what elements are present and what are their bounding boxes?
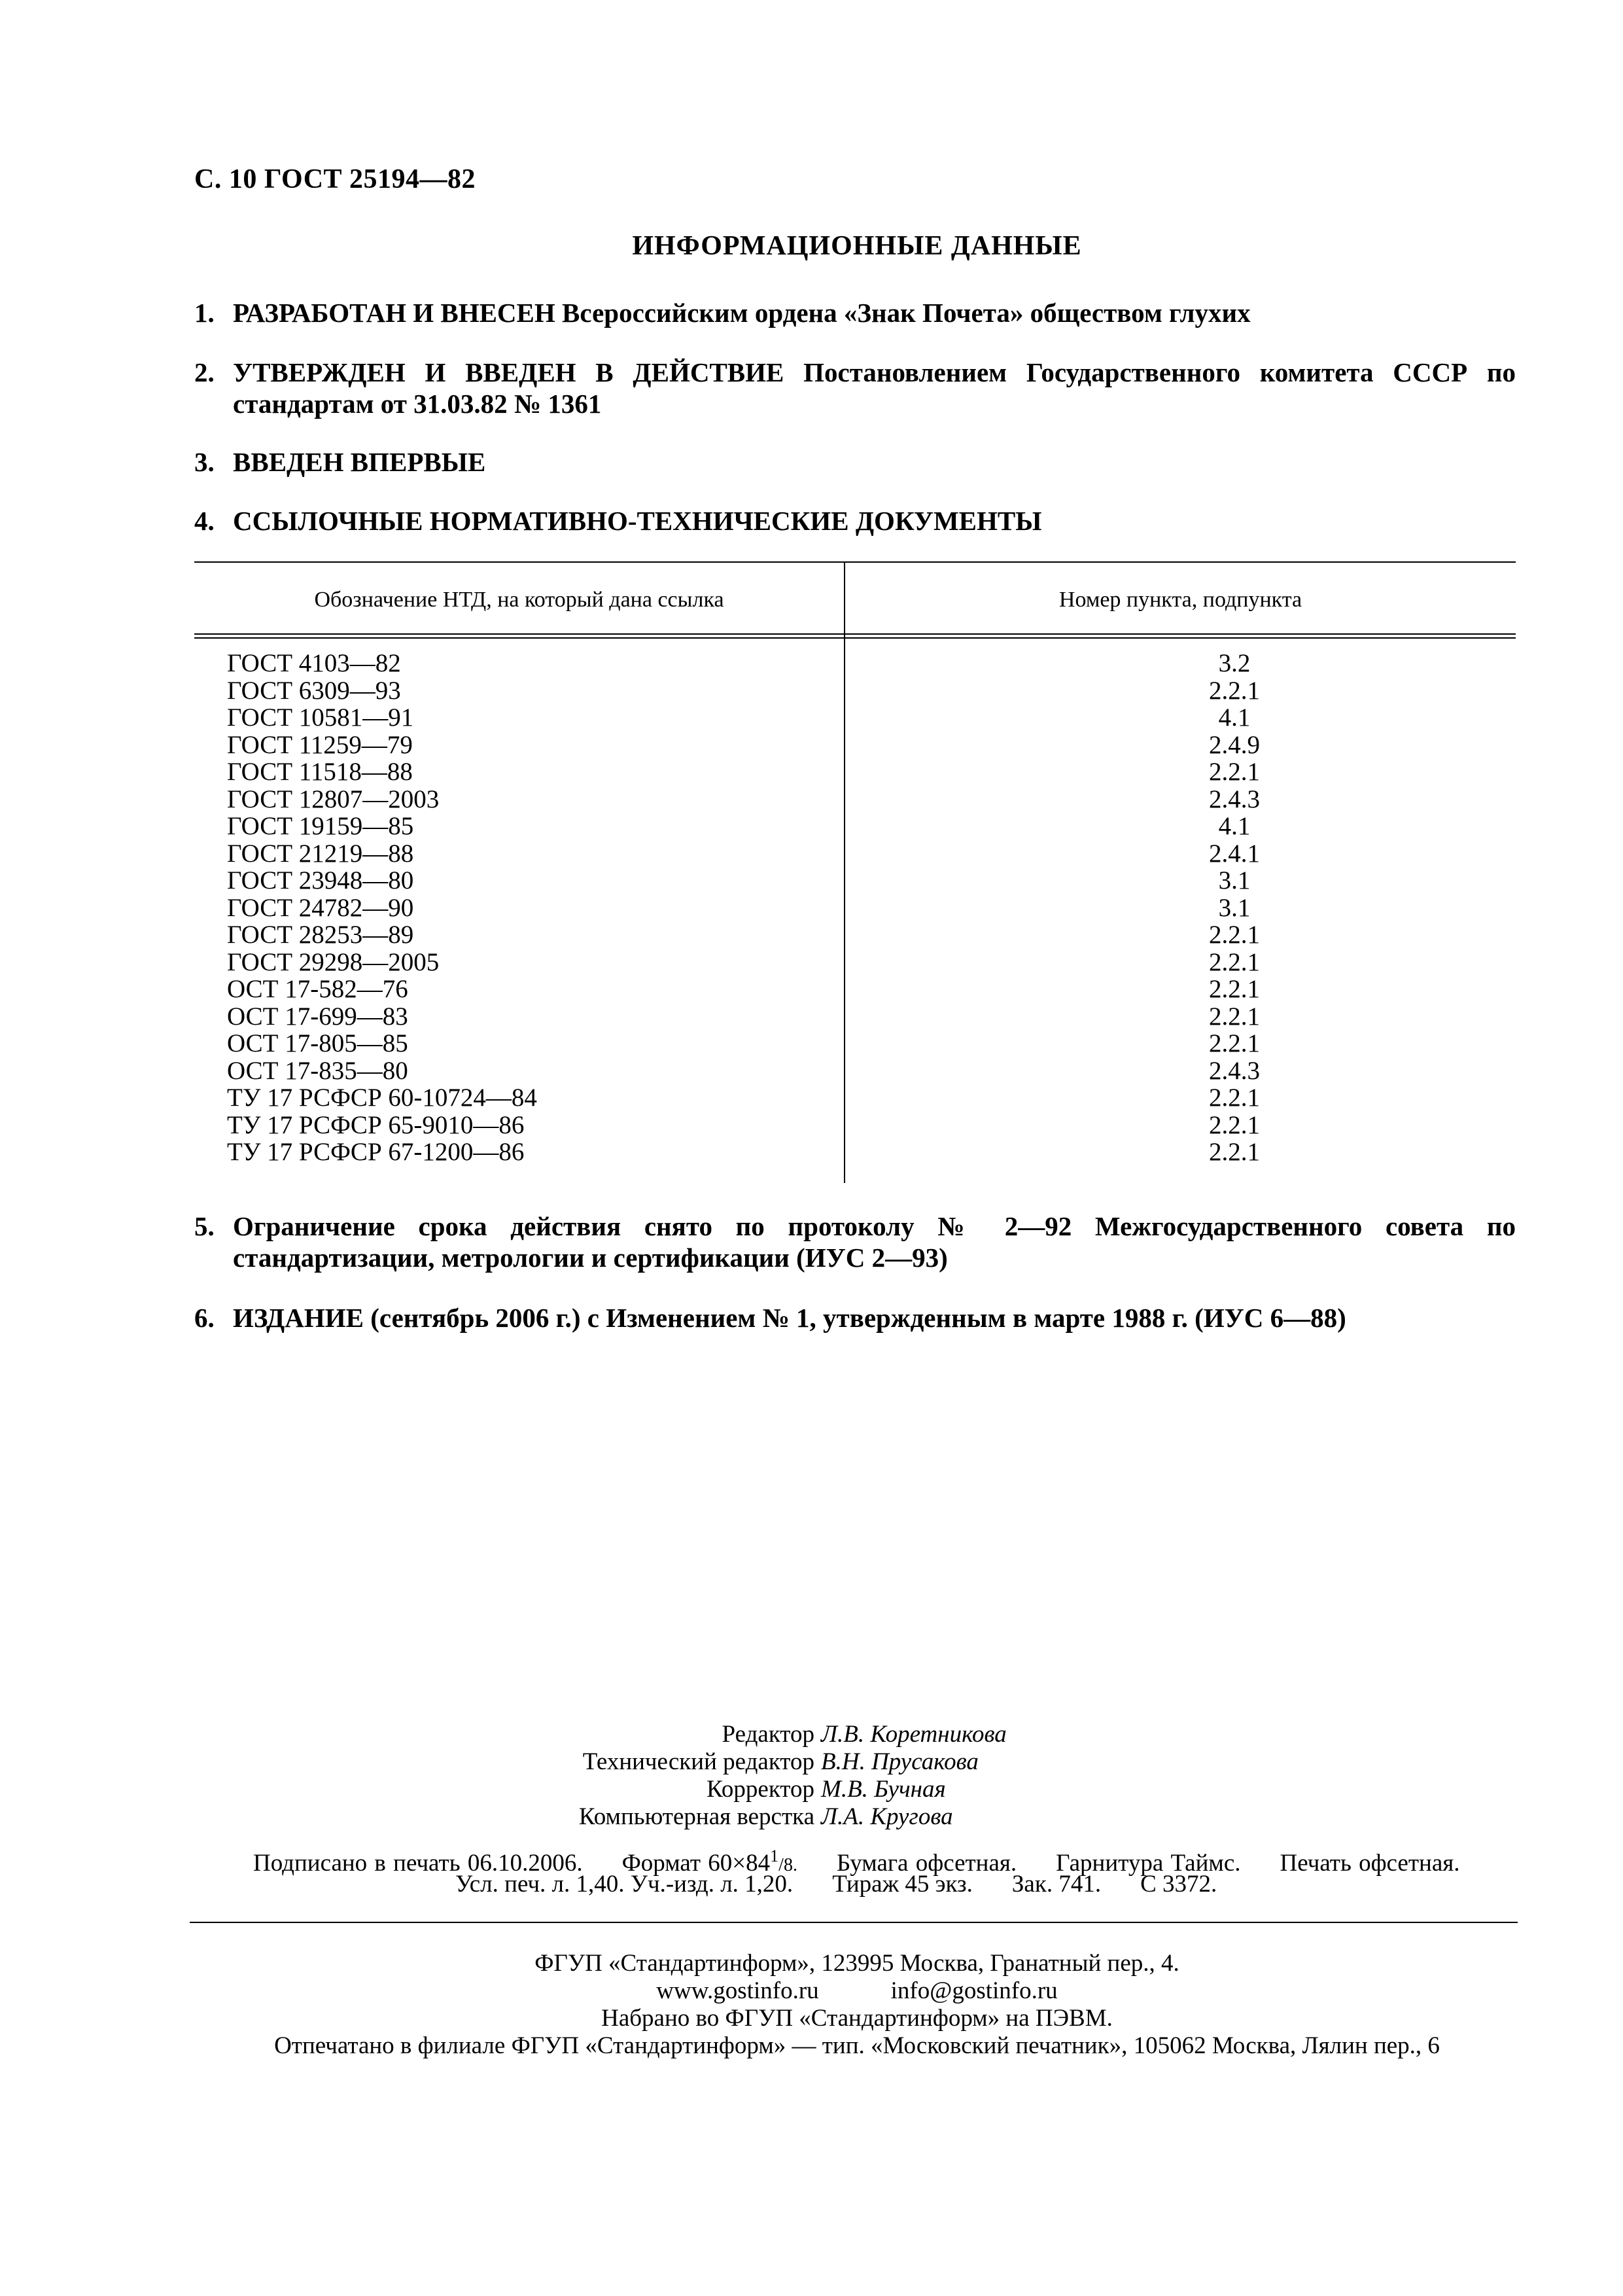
table-top-rule xyxy=(194,561,1516,563)
table-row xyxy=(194,1139,1516,1166)
table-row xyxy=(194,1112,1516,1139)
credit-role: Редактор xyxy=(722,1721,814,1748)
credit-role: Компьютерная верстка xyxy=(578,1803,814,1830)
credit-name: М.В. Бучная xyxy=(821,1776,946,1803)
table-row xyxy=(194,813,1516,840)
publisher-website[interactable]: www.gostinfo.ru xyxy=(656,1977,819,2004)
item-number: 4. xyxy=(194,506,215,536)
designation-cell: ГОСТ 28253—89 xyxy=(227,921,414,949)
table-row xyxy=(194,921,1516,949)
clause-cell: 2.2.1 xyxy=(1209,1002,1260,1031)
table-row xyxy=(194,1030,1516,1057)
clause-cell: 2.2.1 xyxy=(1209,975,1260,1003)
designation-cell: ГОСТ 6309—93 xyxy=(227,676,401,705)
info-item-5 xyxy=(194,1210,1516,1273)
page-header: С. 10 ГОСТ 25194—82 xyxy=(194,164,476,194)
item-text: ИЗДАНИЕ (сентябрь 2006 г.) с Изменением № 1, утвержденным в марте 1988 г. (ИУС 6—88) xyxy=(233,1303,1346,1333)
table-row xyxy=(194,1003,1516,1031)
clause-cell: 2.4.3 xyxy=(1209,785,1260,813)
clause-cell: 2.2.1 xyxy=(1209,1029,1260,1057)
publisher-contacts xyxy=(0,1977,1623,2005)
item-number: 2. xyxy=(194,357,215,387)
designation-cell: ОСТ 17-835—80 xyxy=(227,1056,408,1085)
designation-cell: ГОСТ 24782—90 xyxy=(227,893,414,922)
designation-cell: ОСТ 17-699—83 xyxy=(227,1002,408,1031)
credit-proofreader xyxy=(0,1776,1623,1803)
info-item-3 xyxy=(194,446,1516,478)
paper: Бумага офсетная. xyxy=(836,1850,1017,1877)
clause-cell: 2.4.3 xyxy=(1209,1056,1260,1085)
clause-cell: 4.1 xyxy=(1218,703,1251,732)
table-row xyxy=(194,758,1516,786)
item-text: УТВЕРЖДЕН И ВВЕДЕН В ДЕЙСТВИЕ Постановлением Государственного комитета СССР по стандартам от 31.03.82 № 1361 xyxy=(233,357,1516,419)
table-row xyxy=(194,949,1516,976)
document-title: ИНФОРМАЦИОННЫЕ ДАННЫЕ xyxy=(632,231,1082,261)
references-table xyxy=(194,561,1516,1183)
item-number: 3. xyxy=(194,447,215,477)
publisher-block xyxy=(0,1950,1623,2060)
clause-cell: 2.2.1 xyxy=(1209,1084,1260,1112)
designation-cell: ГОСТ 4103—82 xyxy=(227,649,401,677)
designation-cell: ТУ 17 РСФСР 65-9010—86 xyxy=(227,1110,525,1139)
designation-cell: ГОСТ 10581—91 xyxy=(227,703,414,732)
item-number: 1. xyxy=(194,298,215,328)
table-row xyxy=(194,677,1516,705)
item-text: ССЫЛОЧНЫЕ НОРМАТИВНО-ТЕХНИЧЕСКИЕ ДОКУМЕНТЫ xyxy=(233,506,1042,536)
clause-cell: 2.2.1 xyxy=(1209,1138,1260,1166)
designation-cell: ГОСТ 23948—80 xyxy=(227,866,414,894)
format-label: Формат 60×84 xyxy=(621,1850,771,1877)
credit-role: Корректор xyxy=(707,1776,814,1803)
clause-cell: 2.2.1 xyxy=(1209,758,1260,786)
footer-divider xyxy=(190,1922,1518,1923)
format-sup: 1 xyxy=(770,1846,779,1865)
clause-cell: 2.2.1 xyxy=(1209,1110,1260,1139)
item-number: 5. xyxy=(194,1211,215,1241)
signed-date: Подписано в печать 06.10.2006. xyxy=(253,1850,583,1877)
designation-cell: ГОСТ 19159—85 xyxy=(227,812,414,840)
credit-name: Л.В. Коретникова xyxy=(821,1721,1007,1748)
info-item-4 xyxy=(194,505,1516,537)
credit-name: В.Н. Прусакова xyxy=(821,1748,979,1775)
publisher-address: ФГУП «Стандартинформ», 123995 Москва, Гранатный пер., 4. xyxy=(534,1950,1179,1977)
clause-cell: 2.2.1 xyxy=(1209,947,1260,976)
print-run: Тираж 45 экз. xyxy=(832,1871,973,1898)
designation-cell: ТУ 17 РСФСР 67-1200—86 xyxy=(227,1138,525,1166)
designation-cell: ТУ 17 РСФСР 60-10724—84 xyxy=(227,1084,537,1112)
format-frac: /8. xyxy=(778,1855,797,1875)
table-header-designation: Обозначение НТД, на который дана ссылка xyxy=(314,588,724,612)
designation-cell: ГОСТ 11518—88 xyxy=(227,758,413,786)
publisher-typeset: Набрано во ФГУП «Стандартинформ» на ПЭВМ. xyxy=(601,2005,1113,2032)
printing-method: Печать офсетная. xyxy=(1280,1850,1460,1877)
clause-cell: 2.4.9 xyxy=(1209,730,1260,759)
item-text: ВВЕДЕН ВПЕРВЫЕ xyxy=(233,447,486,477)
item-text: РАЗРАБОТАН И ВНЕСЕН Всероссийским ордена «Знак Почета» обществом глухих xyxy=(233,298,1251,328)
table-row xyxy=(194,1057,1516,1085)
info-item-1 xyxy=(194,297,1516,328)
designation-cell: ГОСТ 21219—88 xyxy=(227,839,414,868)
designation-cell: ГОСТ 12807—2003 xyxy=(227,785,440,813)
item-text: Ограничение срока действия снято по протоколу № 2—92 Межгосударственного совета по стандартизации, метрологии и сертификации (ИУС 2—93) xyxy=(233,1211,1516,1273)
typeface: Гарнитура Таймс. xyxy=(1056,1850,1241,1877)
clause-cell: 3.2 xyxy=(1218,649,1251,677)
credit-editor xyxy=(0,1721,1623,1748)
clause-cell: 3.1 xyxy=(1218,893,1251,922)
info-item-2 xyxy=(194,357,1516,419)
table-row xyxy=(194,976,1516,1003)
table-row xyxy=(194,894,1516,922)
credit-role: Технический редактор xyxy=(582,1748,814,1775)
clause-cell: 3.1 xyxy=(1218,866,1251,894)
credit-name: Л.А. Кругова xyxy=(821,1803,953,1830)
publisher-email[interactable]: info@gostinfo.ru xyxy=(890,1977,1058,2004)
designation-cell: ОСТ 17-805—85 xyxy=(227,1029,408,1057)
table-header-rule xyxy=(194,633,1516,635)
credit-layout xyxy=(0,1803,1623,1831)
publisher-printed: Отпечатано в филиале ФГУП «Стандартинформ» — тип. «Московский печатник», 105062 Москва, Лялин пер., 6 xyxy=(274,2032,1440,2059)
clause-cell: 2.4.1 xyxy=(1209,839,1260,868)
table-row xyxy=(194,732,1516,759)
designation-cell: ОСТ 17-582—76 xyxy=(227,975,408,1003)
designation-cell: ГОСТ 29298—2005 xyxy=(227,947,440,976)
order-number: Зак. 741. xyxy=(1011,1871,1102,1898)
table-row xyxy=(194,650,1516,677)
table-row xyxy=(194,1084,1516,1112)
clause-cell: 2.2.1 xyxy=(1209,676,1260,705)
table-row xyxy=(194,704,1516,732)
table-row xyxy=(194,867,1516,894)
table-row xyxy=(194,840,1516,868)
table-header-clause: Номер пункта, подпункта xyxy=(1058,588,1302,612)
info-item-6 xyxy=(194,1302,1516,1333)
clause-cell: 2.2.1 xyxy=(1209,921,1260,949)
designation-cell: ГОСТ 11259—79 xyxy=(227,730,413,759)
item-number: 6. xyxy=(194,1303,215,1333)
credit-tech-editor xyxy=(0,1748,1623,1776)
print-code: С 3372. xyxy=(1140,1871,1217,1898)
sheets: Усл. печ. л. 1,40. Уч.-изд. л. 1,20. xyxy=(455,1871,794,1898)
table-header-rule-double xyxy=(194,637,1516,639)
print-info-line-2 xyxy=(455,1870,1217,1898)
table-row xyxy=(194,786,1516,813)
clause-cell: 4.1 xyxy=(1218,812,1251,840)
table-body xyxy=(194,650,1516,1166)
credits-block xyxy=(0,1721,1623,1831)
